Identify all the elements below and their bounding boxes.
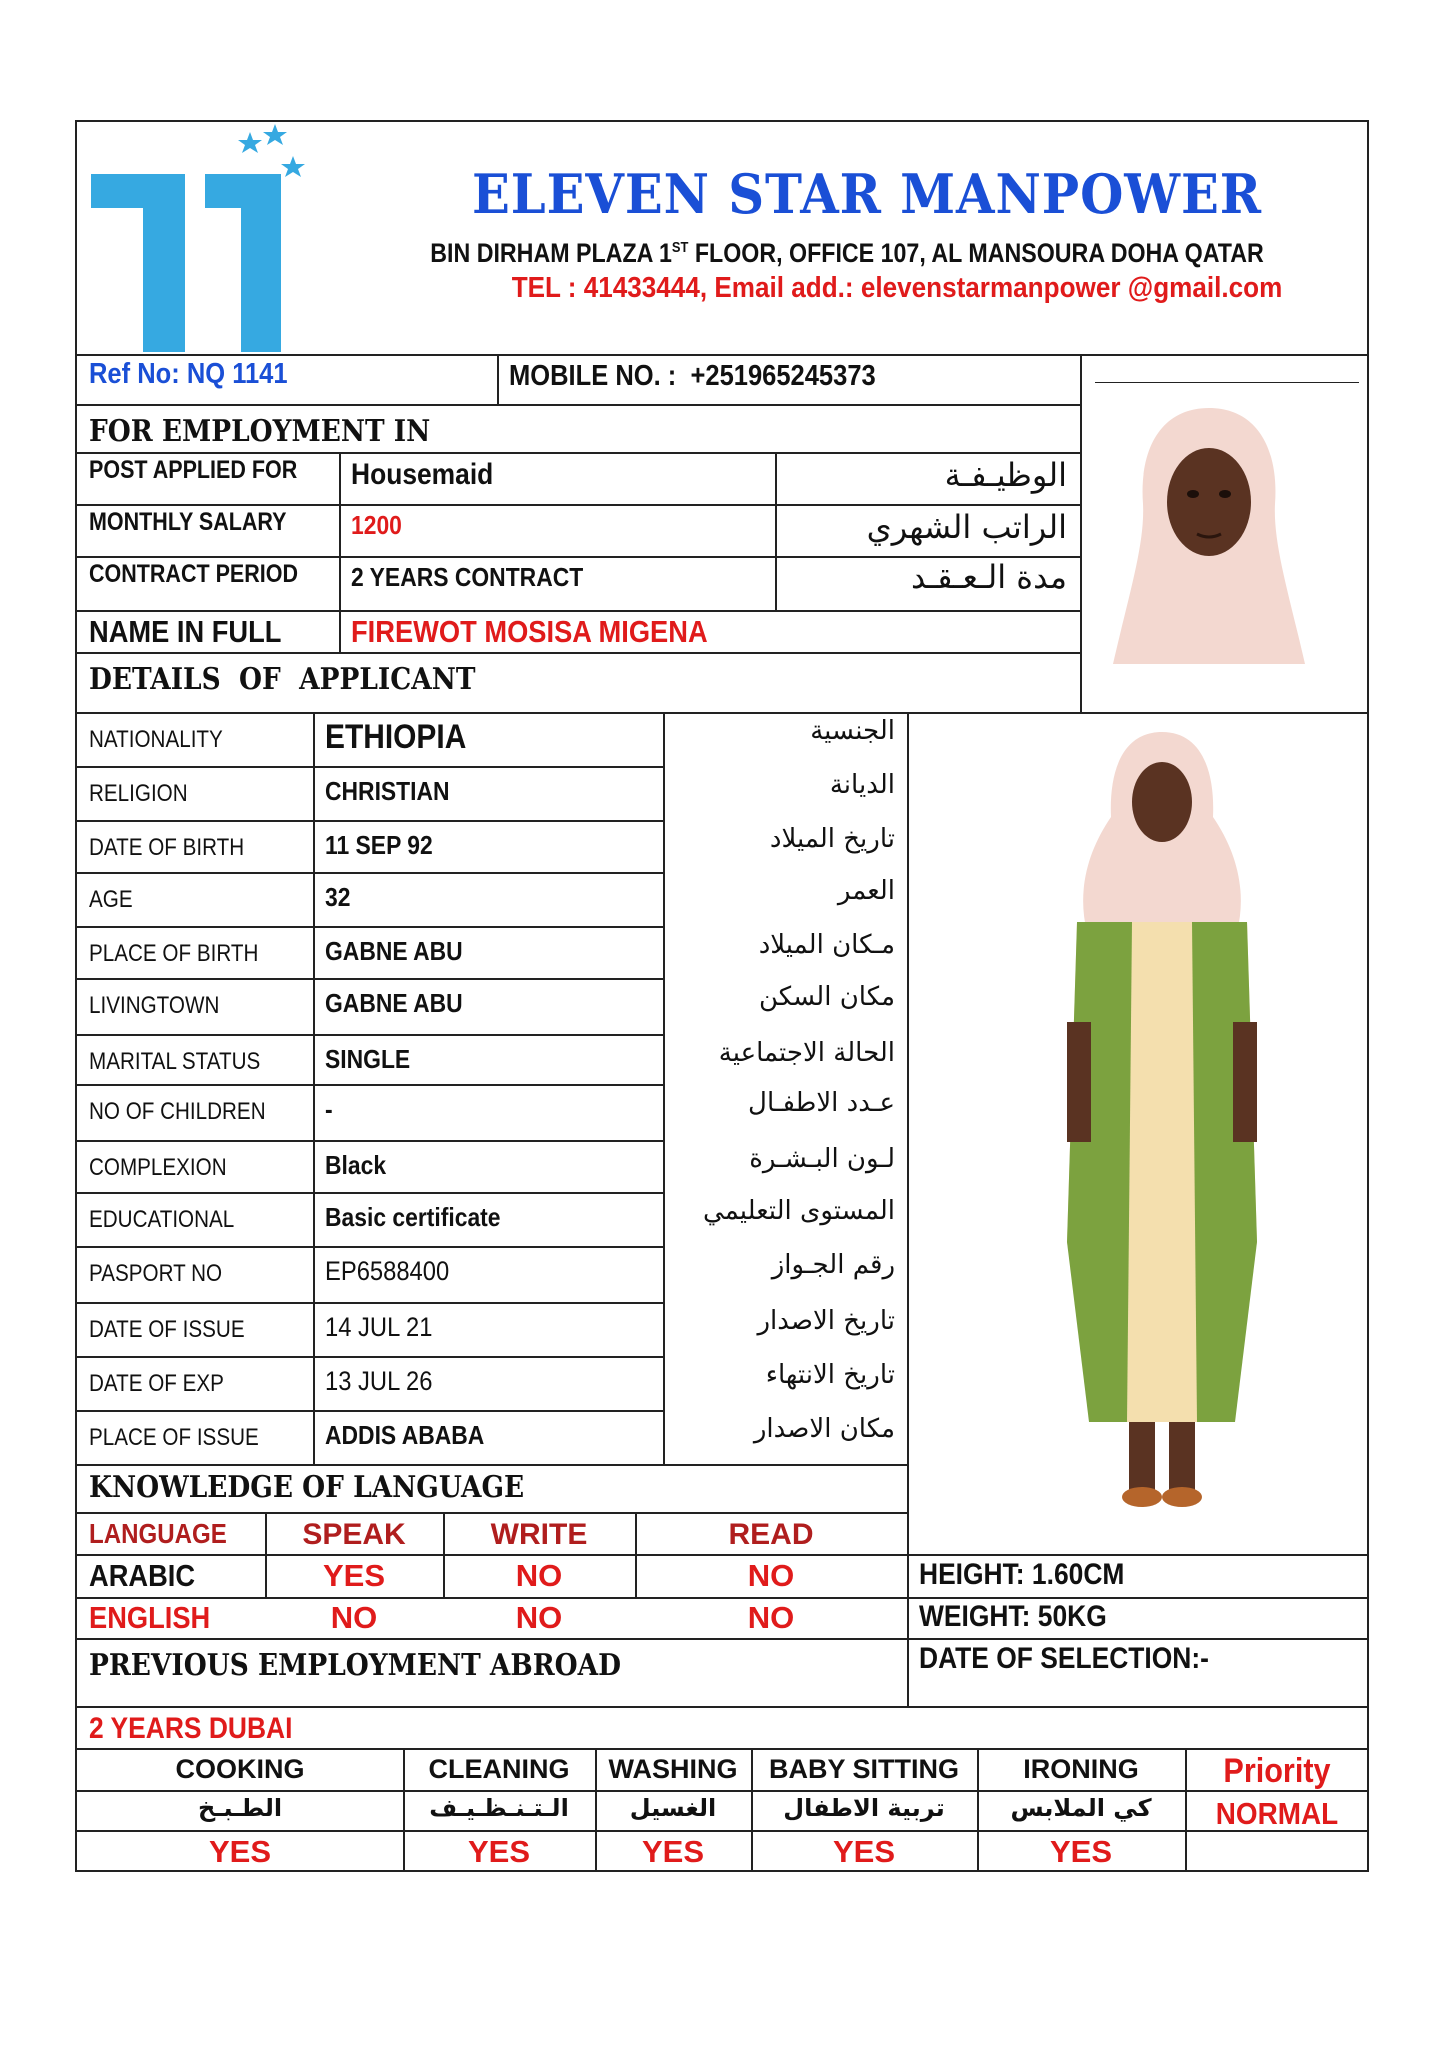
detail-value: Black xyxy=(325,1150,387,1180)
detail-arabic-label: الديانة xyxy=(829,770,895,800)
language-arabic: ARABIC xyxy=(89,1558,196,1593)
weight-value: WEIGHT: 50KG xyxy=(919,1600,1107,1633)
full-name-value: FIREWOT MOSISA MIGENA xyxy=(351,614,708,649)
priority-value: NORMAL xyxy=(1215,1796,1339,1831)
detail-value: SINGLE xyxy=(325,1044,411,1074)
skill-value: YES xyxy=(832,1834,896,1869)
star-icon xyxy=(238,132,262,153)
detail-value: CHRISTIAN xyxy=(325,776,450,806)
detail-value: GABNE ABU xyxy=(325,936,463,966)
speak-col-header: SPEAK xyxy=(302,1518,406,1551)
contract-period-value: 2 YEARS CONTRACT xyxy=(351,562,584,592)
height-value: HEIGHT: 1.60CM xyxy=(919,1558,1125,1591)
employment-heading: FOR EMPLOYMENT IN xyxy=(89,414,431,449)
language-col-header: LANGUAGE xyxy=(89,1518,227,1549)
arabic-write: NO xyxy=(515,1558,563,1593)
skill-label: WASHING xyxy=(608,1754,738,1784)
skill-value: YES xyxy=(641,1834,705,1869)
skill-label: BABY SITTING xyxy=(768,1754,959,1784)
monthly-salary-value: 1200 xyxy=(351,510,402,540)
detail-value: 11 SEP 92 xyxy=(325,830,433,860)
logo-graphic xyxy=(85,122,320,352)
detail-value: Basic certificate xyxy=(325,1202,501,1232)
skill-arabic-label: الطـبـخ xyxy=(197,1794,283,1822)
detail-label: PLACE OF BIRTH xyxy=(89,940,259,967)
detail-arabic-label: المستوى التعليمي xyxy=(703,1196,895,1226)
company-address: BIN DIRHAM PLAZA 1ST FLOOR, OFFICE 107, AL MANSOURA DOHA QATAR xyxy=(430,238,1264,268)
company-logo xyxy=(85,122,320,352)
monthly-salary-arabic: الراتب الشهري xyxy=(866,508,1067,546)
english-read: NO xyxy=(747,1600,795,1635)
detail-value: EP6588400 xyxy=(325,1256,450,1286)
detail-value: ADDIS ABABA xyxy=(325,1420,485,1450)
detail-label: AGE xyxy=(89,886,133,913)
priority-label: Priority xyxy=(1223,1752,1331,1790)
detail-label: RELIGION xyxy=(89,780,188,807)
skill-label: COOKING xyxy=(175,1754,305,1784)
detail-label: NATIONALITY xyxy=(89,726,223,753)
detail-label: PLACE OF ISSUE xyxy=(89,1424,259,1451)
detail-value: 13 JUL 26 xyxy=(325,1366,433,1396)
skill-label: IRONING xyxy=(1023,1754,1139,1784)
logo-digit-one-left xyxy=(91,174,185,352)
detail-value: ETHIOPIA xyxy=(325,718,467,756)
detail-arabic-label: تاريخ الميلاد xyxy=(769,824,895,854)
detail-arabic-label: العمر xyxy=(837,876,895,906)
detail-label: MARITAL STATUS xyxy=(89,1048,261,1075)
monthly-salary-label: MONTHLY SALARY xyxy=(89,508,287,536)
detail-arabic-label: عـدد الاطفـال xyxy=(748,1088,895,1118)
detail-label: DATE OF BIRTH xyxy=(89,834,245,861)
company-name: ELEVEN STAR MANPOWER xyxy=(472,162,1262,226)
company-contact: TEL : 41433444, Email add.: elevenstarmanpower @gmail.com xyxy=(511,272,1283,304)
english-write: NO xyxy=(515,1600,563,1635)
detail-value: - xyxy=(325,1094,333,1124)
applicant-portrait-photo xyxy=(1109,394,1309,664)
full-name-label: NAME IN FULL xyxy=(89,614,282,649)
detail-value: GABNE ABU xyxy=(325,988,463,1018)
logo-digit-one-right xyxy=(205,174,281,352)
skill-arabic-label: الـتـنـظـيـف xyxy=(429,1794,569,1822)
detail-value: 14 JUL 21 xyxy=(325,1312,433,1342)
read-col-header: READ xyxy=(728,1518,814,1551)
arabic-speak: YES xyxy=(322,1558,386,1593)
write-col-header: WRITE xyxy=(490,1518,588,1551)
detail-arabic-label: الجنسية xyxy=(810,716,895,746)
contract-period-label: CONTRACT PERIOD xyxy=(89,560,299,588)
star-icon xyxy=(263,124,287,145)
detail-label: LIVINGTOWN xyxy=(89,992,220,1019)
skill-arabic-label: كي الملابس xyxy=(1010,1794,1152,1822)
application-form xyxy=(75,120,1369,1872)
previous-employment-heading: PREVIOUS EMPLOYMENT ABROAD xyxy=(89,1648,622,1683)
language-heading: KNOWLEDGE OF LANGUAGE xyxy=(89,1470,525,1505)
skill-arabic-label: تربية الاطفال xyxy=(783,1794,945,1822)
skill-value: YES xyxy=(1049,1834,1113,1869)
detail-arabic-label: مـكان الميلاد xyxy=(758,930,895,960)
post-applied-value: Housemaid xyxy=(351,458,494,491)
detail-arabic-label: الحالة الاجتماعية xyxy=(718,1038,895,1068)
detail-arabic-label: مكان الاصدار xyxy=(753,1414,895,1444)
post-applied-arabic: الوظيـفـة xyxy=(944,456,1067,494)
details-heading: DETAILS OF APPLICANT xyxy=(89,662,476,697)
contract-period-arabic: مدة الـعـقـد xyxy=(910,558,1067,596)
detail-arabic-label: رقم الجـواز xyxy=(771,1250,895,1280)
previous-employment-value: 2 YEARS DUBAI xyxy=(89,1712,293,1745)
detail-label: DATE OF EXP xyxy=(89,1370,224,1397)
detail-arabic-label: مكان السكن xyxy=(758,982,895,1012)
detail-label: NO OF CHILDREN xyxy=(89,1098,266,1125)
skill-label: CLEANING xyxy=(428,1754,570,1784)
skill-value: YES xyxy=(208,1834,272,1869)
detail-arabic-label: لـون البـشـرة xyxy=(749,1144,895,1174)
skill-value: YES xyxy=(467,1834,531,1869)
english-speak: NO xyxy=(330,1600,378,1635)
detail-value: 32 xyxy=(325,882,351,912)
detail-label: DATE OF ISSUE xyxy=(89,1316,245,1343)
detail-arabic-label: تاريخ الاصدار xyxy=(757,1306,895,1336)
detail-label: EDUCATIONAL xyxy=(89,1206,235,1233)
applicant-full-body-photo xyxy=(1037,722,1287,1532)
language-english: ENGLISH xyxy=(89,1600,211,1635)
star-icon xyxy=(281,156,305,177)
post-applied-label: POST APPLIED FOR xyxy=(89,456,298,484)
date-of-selection: DATE OF SELECTION:- xyxy=(919,1642,1209,1675)
detail-label: COMPLEXION xyxy=(89,1154,227,1181)
skill-arabic-label: الغسيل xyxy=(629,1794,717,1822)
ref-number: Ref No: NQ 1141 xyxy=(89,358,288,390)
arabic-read: NO xyxy=(747,1558,795,1593)
detail-arabic-label: تاريخ الانتهاء xyxy=(765,1360,895,1390)
mobile-number: MOBILE NO. : +251965245373 xyxy=(509,360,876,392)
detail-label: PASPORT NO xyxy=(89,1260,223,1287)
